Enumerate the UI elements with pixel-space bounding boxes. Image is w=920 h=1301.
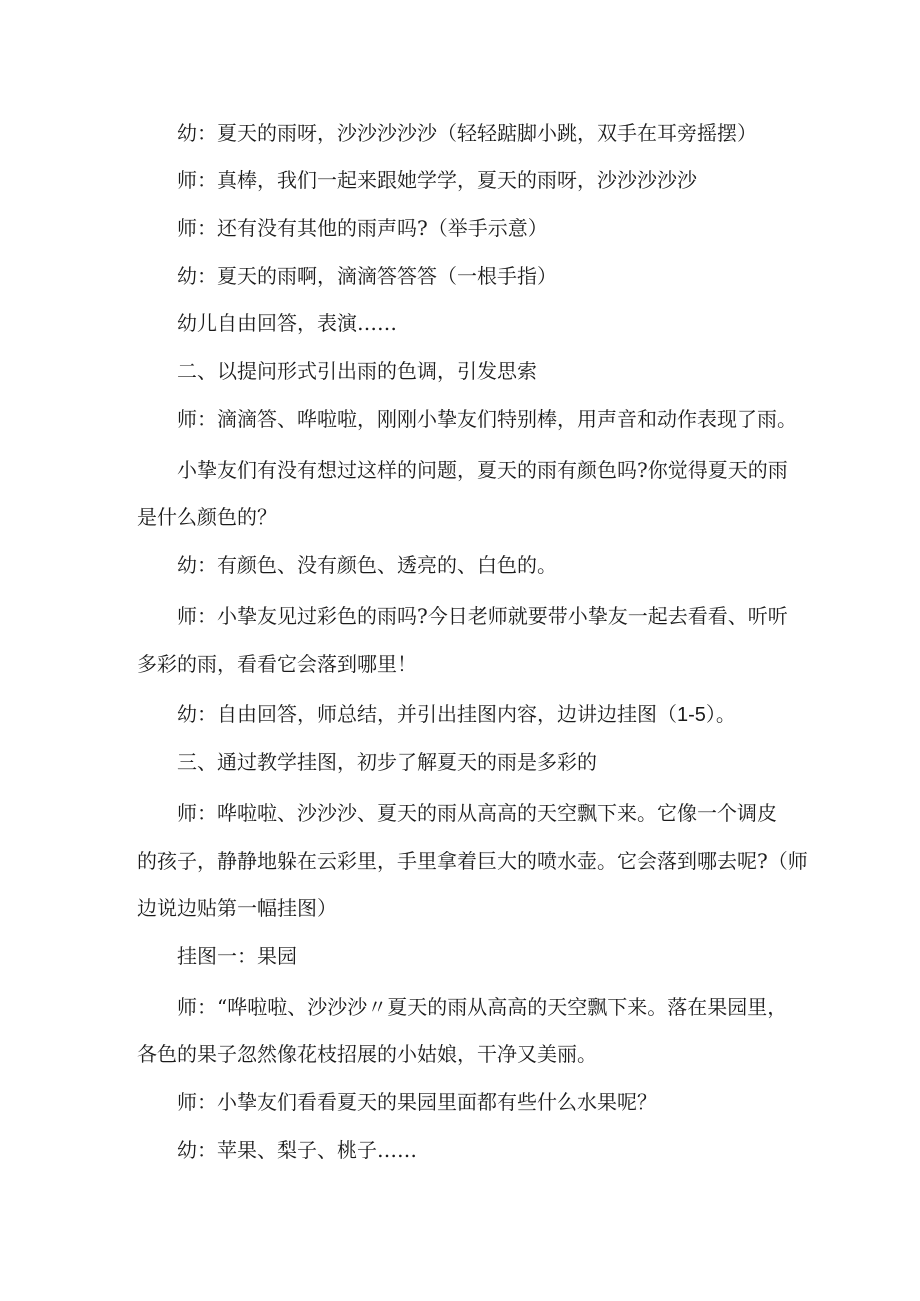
text-line: 各色的果子忽然像花枝招展的小姑娘，干净又美丽。 xyxy=(137,1042,597,1066)
text-line: 幼儿自由回答，表演…… xyxy=(177,311,397,335)
text-line: 是什么颜色的？ xyxy=(137,505,277,529)
text-segment: 幼：自由回答，师总结，并引出挂图内容，边讲边挂图（ xyxy=(177,702,677,726)
text-line: 三、通过教学挂图，初步了解夏天的雨是多彩的 xyxy=(177,750,597,774)
text-line: 边说边贴第一幅挂图） xyxy=(137,896,337,920)
text-segment: ）。 xyxy=(705,702,736,726)
text-line: 师：哗啦啦、沙沙沙、夏天的雨从高高的天空飘下来。它像一个调皮 xyxy=(177,801,777,825)
text-line: 师：小挚友见过彩色的雨吗?今日老师就要带小挚友一起去看看、听听 xyxy=(177,604,788,628)
text-line: 多彩的雨，看看它会落到哪里！ xyxy=(137,652,417,676)
figure-range: 1-5 xyxy=(677,704,706,726)
text-line: 的孩子，静静地躲在云彩里，手里拿着巨大的喷水壶。它会落到哪去呢?（师 xyxy=(137,849,808,873)
text-line: 挂图一：果园 xyxy=(177,944,297,968)
text-line: 师：真棒，我们一起来跟她学学，夏天的雨呀，沙沙沙沙沙 xyxy=(177,168,697,192)
text-line: 幼：夏天的雨呀，沙沙沙沙沙（轻轻踮脚小跳，双手在耳旁摇摆） xyxy=(177,121,757,145)
text-line: 小挚友们有没有想过这样的问题，夏天的雨有颜色吗?你觉得夏天的雨 xyxy=(177,458,788,482)
text-line: 二、以提问形式引出雨的色调，引发思索 xyxy=(177,359,537,383)
text-line: 师：滴滴答、哗啦啦，刚刚小挚友们特别棒，用声音和动作表现了雨。 xyxy=(177,407,797,431)
text-line: 幼：有颜色、没有颜色、透亮的、白色的。 xyxy=(177,553,557,577)
text-line: 师：“哗啦啦、沙沙沙〃夏天的雨从高高的天空飘下来。落在果园里， xyxy=(177,995,788,1019)
text-line: 师：还有没有其他的雨声吗?（举手示意） xyxy=(177,216,548,240)
text-line: 幼：夏天的雨啊，滴滴答答答（一根手指） xyxy=(177,264,557,288)
text-line xyxy=(177,702,736,727)
text-line: 师：小挚友们看看夏天的果园里面都有些什么水果呢？ xyxy=(177,1090,657,1114)
text-line: 幼：苹果、梨子、桃子…… xyxy=(177,1138,417,1162)
